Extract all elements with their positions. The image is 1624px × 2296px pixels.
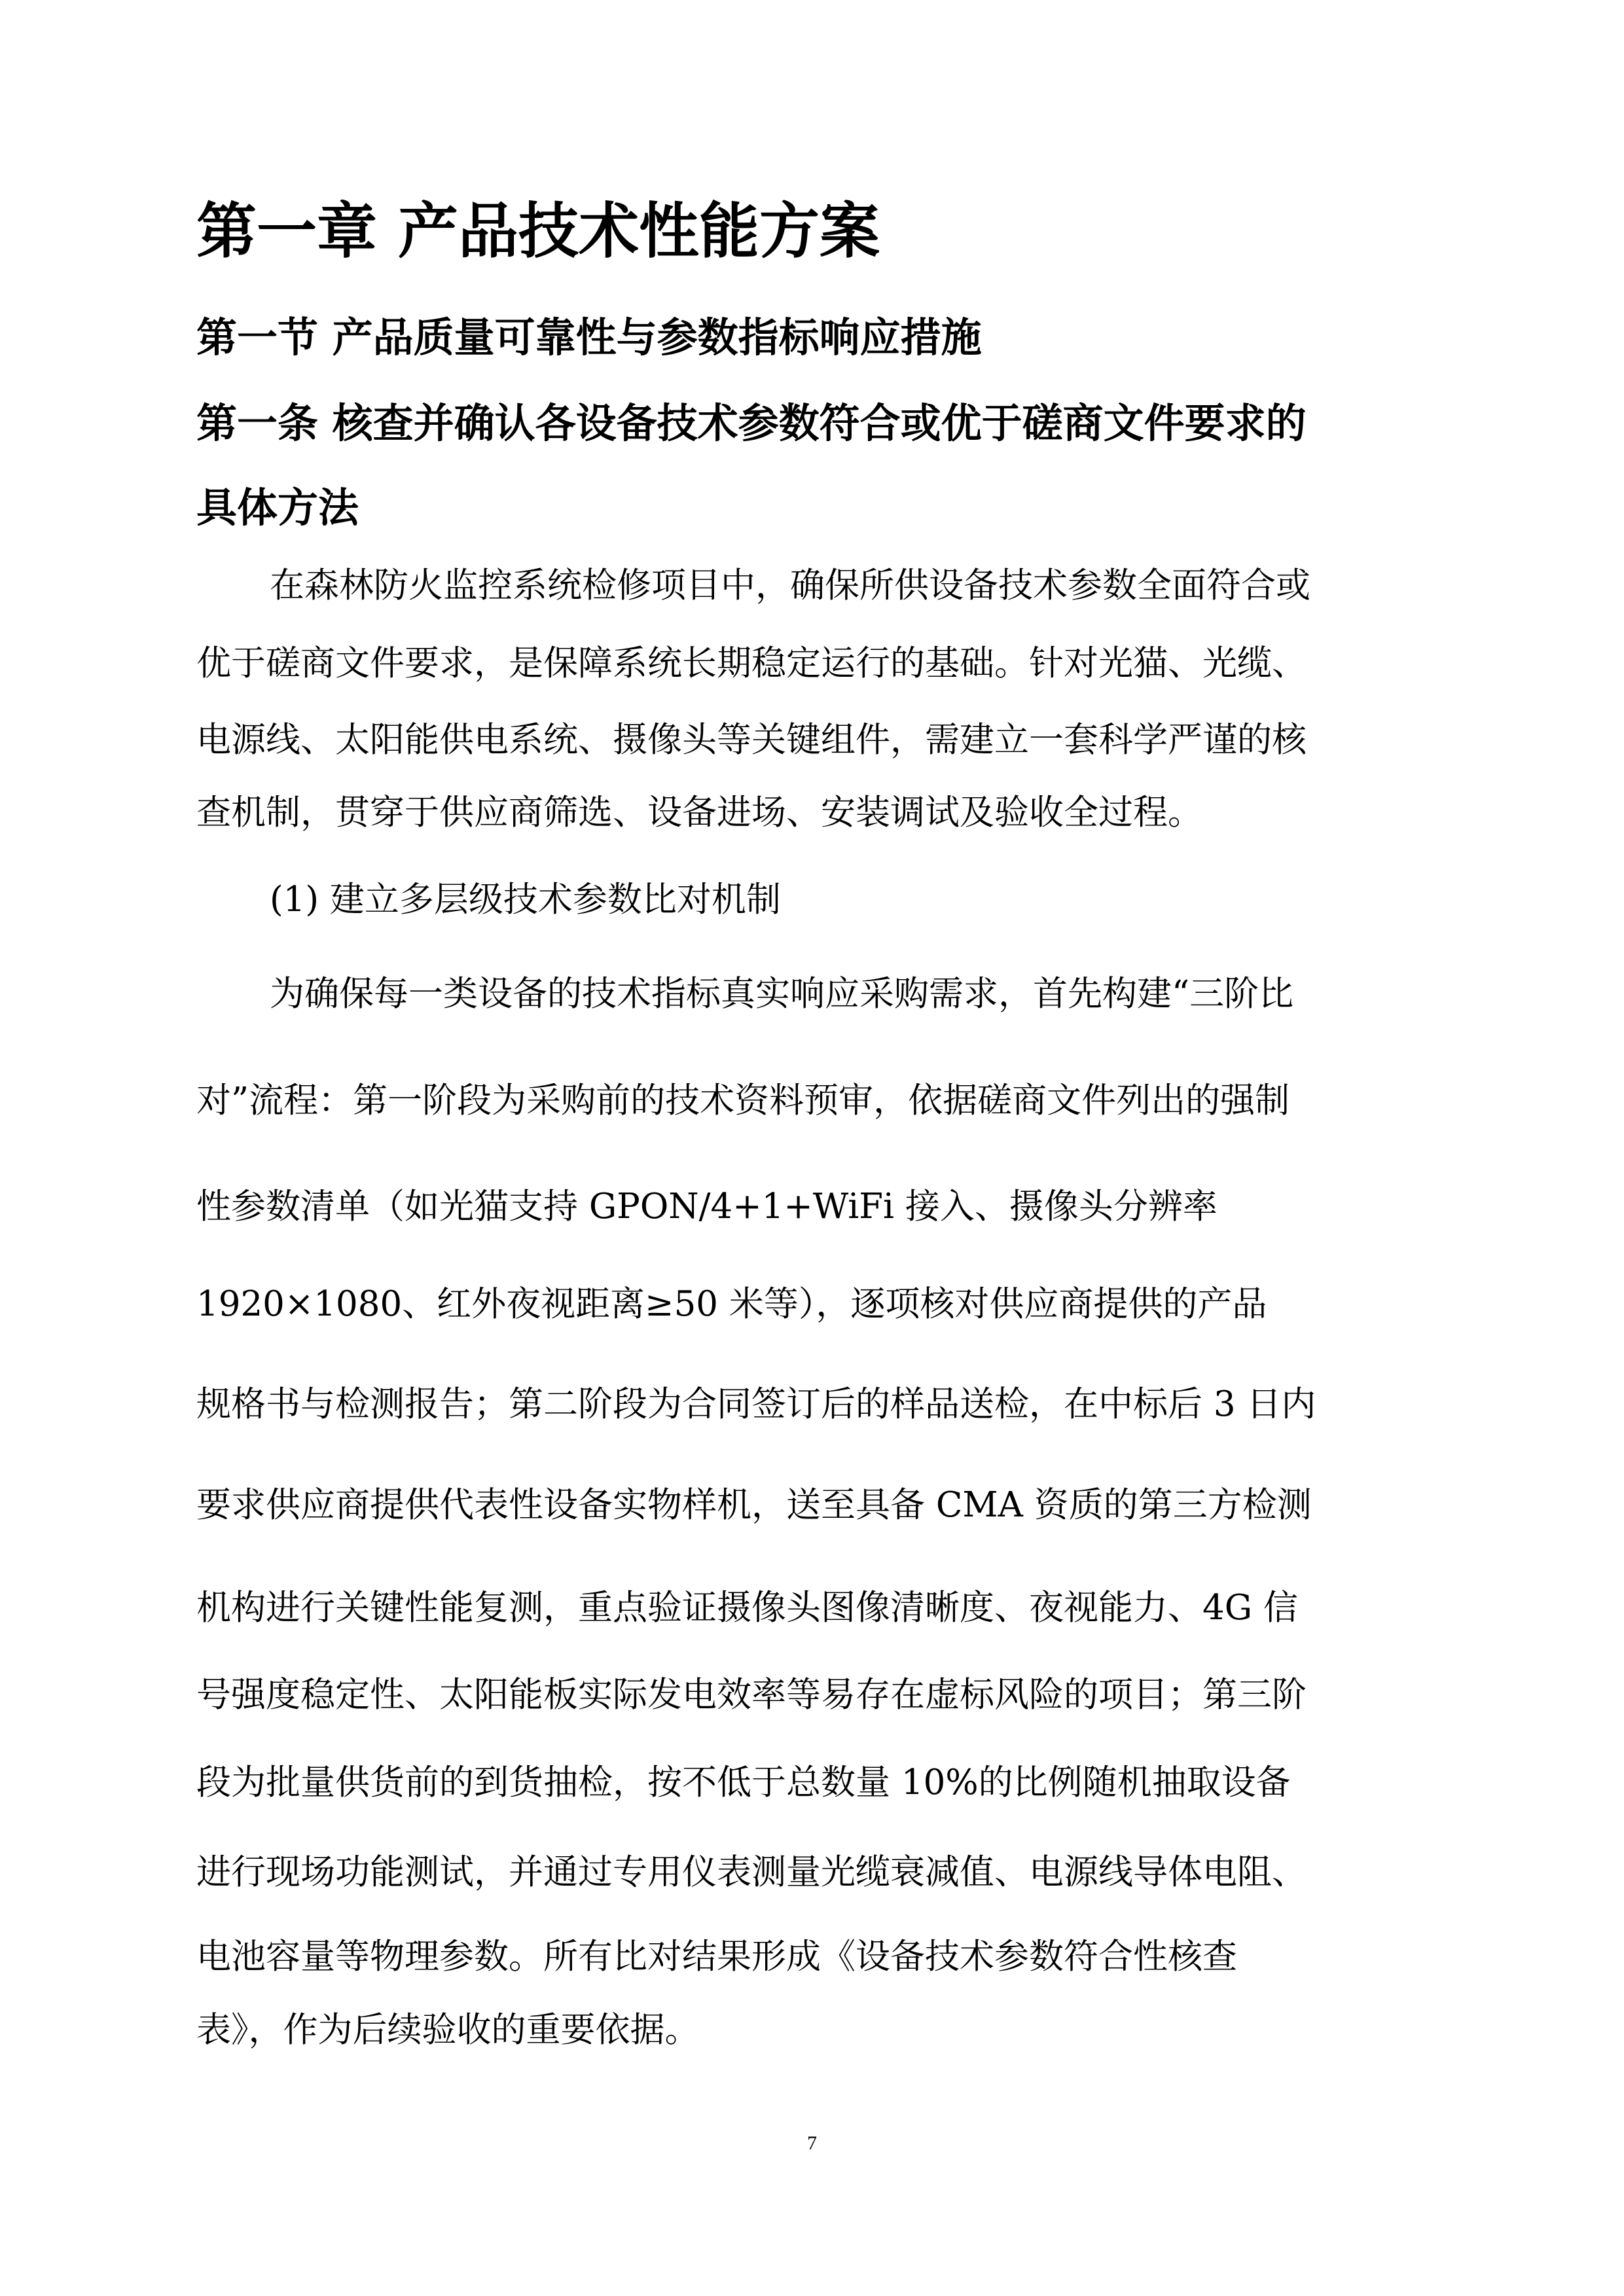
paragraph-line: 段为批量供货前的到货抽检，按不低于总数量 10%的比例随机抽取设备	[196, 1763, 1291, 1803]
paragraph-line: 进行现场功能测试，并通过专用仪表测量光缆衰减值、电源线导体电阻、	[196, 1852, 1307, 1892]
paragraph-line: 要求供应商提供代表性设备实物样机，送至具备 CMA 资质的第三方检测	[196, 1485, 1312, 1525]
paragraph-line: 在森林防火监控系统检修项目中，确保所供设备技术参数全面符合或	[270, 565, 1310, 605]
subheading: (1) 建立多层级技术参数比对机制	[270, 880, 781, 920]
paragraph-line: 规格书与检测报告；第二阶段为合同签订后的样品送检，在中标后 3 日内	[196, 1384, 1316, 1424]
paragraph-line: 号强度稳定性、太阳能板实际发电效率等易存在虚标风险的项目；第三阶	[196, 1675, 1307, 1715]
paragraph-line: 表》，作为后续验收的重要依据。	[196, 2010, 700, 2050]
article-title-line: 第一条 核查并确认各设备技术参数符合或优于磋商文件要求的	[196, 399, 1307, 447]
page-number: 7	[807, 2132, 817, 2154]
paragraph-line: 电源线、太阳能供电系统、摄像头等关键组件，需建立一套科学严谨的核	[196, 720, 1307, 760]
paragraph-line: 为确保每一类设备的技术指标真实响应采购需求，首先构建“三阶比	[270, 974, 1294, 1014]
article-title-line: 具体方法	[196, 484, 359, 531]
paragraph-line: 电池容量等物理参数。所有比对结果形成《设备技术参数符合性核查	[196, 1937, 1237, 1977]
paragraph-line: 查机制，贯穿于供应商筛选、设备进场、安装调试及验收全过程。	[196, 793, 1202, 833]
paragraph-line: 机构进行关键性能复测，重点验证摄像头图像清晰度、夜视能力、4G 信	[196, 1588, 1298, 1628]
paragraph-line: 1920×1080、红外夜视距离≥50 米等），逐项核对供应商提供的产品	[196, 1284, 1267, 1324]
paragraph-line: 性参数清单（如光猫支持 GPON/4+1+WiFi 接入、摄像头分辨率	[196, 1187, 1218, 1227]
chapter-title: 第一章 产品技术性能方案	[196, 196, 880, 266]
section-title: 第一节 产品质量可靠性与参数指标响应措施	[196, 314, 982, 361]
paragraph-line: 优于磋商文件要求，是保障系统长期稳定运行的基础。针对光猫、光缆、	[196, 643, 1307, 683]
paragraph-line: 对”流程：第一阶段为采购前的技术资料预审，依据磋商文件列出的强制	[196, 1081, 1290, 1121]
